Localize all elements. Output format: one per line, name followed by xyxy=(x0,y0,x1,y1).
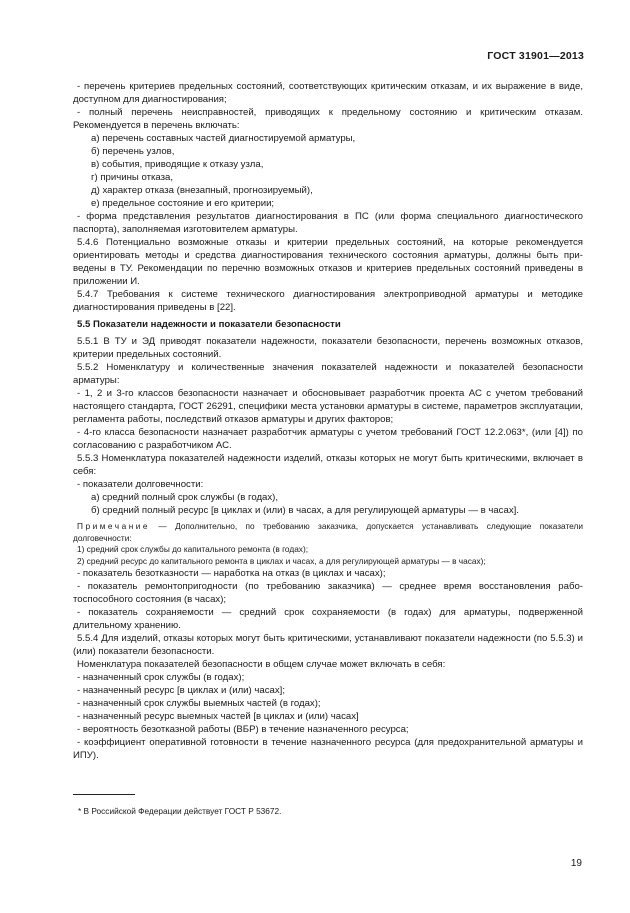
paragraph: - полный перечень неисправностей, приводящих к предельному состоянию и критическим отказам. Рекомендуется в перечень включать: xyxy=(73,107,583,131)
clause-5-5-4: 5.5.4 Для изделий, отказы которых могут быть критическими, устанавливают показатели надежности (по 5.5.3) и (или) показатели безопасности. xyxy=(73,633,583,657)
list-item: - назначенный ресурс [в циклах и (или) часах]; xyxy=(77,685,285,696)
paragraph: - перечень критериев предельных состояний, соответствующих критическим отказам, и их выражение в виде, доступном для диагностирования; xyxy=(73,81,583,105)
note xyxy=(73,521,583,544)
note-item: 2) средний ресурс до капитального ремонта в циклах и часах, а для регулирующей арматуры — в часах); xyxy=(77,555,486,566)
paragraph: - форма представления результатов диагностирования в ПС (или форма специального диагностического паспорта), заполняемая изготовителем арматуры. xyxy=(73,211,583,235)
clause-5-5-1: 5.5.1 В ТУ и ЭД приводят показатели надежности, показатели безопасности, перечень возможных отказов, критерии предельных состояний. xyxy=(73,336,583,360)
clause-5-5-2: 5.5.2 Номенклатуру и количественные значения показателей надежности и показателей безопасности арматуры: xyxy=(73,362,583,386)
document-code-header: ГОСТ 31901—2013 xyxy=(487,50,584,62)
footnote-divider xyxy=(73,794,135,795)
list-item: - назначенный срок службы (в годах); xyxy=(77,672,245,683)
paragraph: - показатель сохраняемости — средний срок сохраняемости (в годах) для арматуры, подверженной длительному хранению. xyxy=(73,607,583,631)
paragraph: - показатель ремонтопригодности (по требованию заказчика) — среднее время восстановления работоспособного состояния (в часах); xyxy=(73,581,583,605)
paragraph: - показатели долговечности: xyxy=(77,479,204,490)
list-item: а) перечень составных частей диагностируемой арматуры, xyxy=(91,133,356,144)
list-item: д) характер отказа (внезапный, прогнозируемый), xyxy=(91,185,313,196)
note-text: — Дополнительно, по требованию заказчика, допускается устанавливать следующие показатели долговечности: xyxy=(73,521,583,543)
page-number: 19 xyxy=(570,858,582,869)
page-body xyxy=(73,80,583,762)
list-item: - назначенный срок службы выемных частей (в годах); xyxy=(77,698,321,709)
footnote: * В Российской Федерации действует ГОСТ Р 53672. xyxy=(78,806,282,816)
list-item: б) перечень узлов, xyxy=(91,146,175,157)
list-item: б) средний полный ресурс [в циклах и (или) в часах, а для регулирующей арматуры — в часах]. xyxy=(91,505,519,516)
list-item: - назначенный ресурс выемных частей [в циклах и (или) часах] xyxy=(77,711,359,722)
section-heading-5-5: 5.5 Показатели надежности и показатели безопасности xyxy=(77,319,341,330)
paragraph: - 4-го класса безопасности назначает разработчик арматуры с учетом требований ГОСТ 12.2.063*, (или [4]) по согласованию с разработчиком АС. xyxy=(73,427,583,451)
list-item: г) причины отказа, xyxy=(91,172,174,183)
clause-5-5-3: 5.5.3 Номенклатура показателей надежности изделий, отказы которых не могут быть критическими, включает в себя: xyxy=(73,453,583,477)
paragraph: - показатель безотказности — наработка на отказ (в циклах и часах); xyxy=(77,568,386,579)
list-item: е) предельное состояние и его критерии; xyxy=(91,198,275,209)
list-item: а) средний полный срок службы (в годах), xyxy=(91,492,279,503)
list-item: - вероятность безотказной работы (ВБР) в течение назначенного ресурса; xyxy=(77,724,409,735)
list-item: - коэффициент оперативной готовности в течение назначенного ресурса (для предохранительной арматуры и ИПУ). xyxy=(73,737,583,761)
paragraph: Номенклатура показателей безопасности в общем случае может включать в себя: xyxy=(77,659,446,670)
note-item: 1) средний срок службы до капитального ремонта (в годах); xyxy=(77,544,309,554)
paragraph: - 1, 2 и 3-го классов безопасности назначает и обосновывает разработчик проекта АС с учетом требований настоящего стандарта, ГОСТ 26291, специфики места установки арматуры в системе, параметров эксплуатации, регламента работы, последствий отказов арматуры и других факторов; xyxy=(73,388,583,425)
clause-5-4-7: 5.4.7 Требования к системе технического диагностирования электроприводной арматуры и методике диагностирования приведены в [22]. xyxy=(73,289,583,313)
clause-5-4-6: 5.4.6 Потенциально возможные отказы и критерии предельных состояний, на которые рекомендуется ориентировать методы и средства диагностирования технического состояния арматуры, должны быть приведены в ТУ. Рекомендации по перечню возможных отказов и критериев предельных состояний приведены в приложении И. xyxy=(73,237,583,287)
note-label: Примечание xyxy=(77,521,151,531)
list-item: в) события, приводящие к отказу узла, xyxy=(91,159,264,170)
